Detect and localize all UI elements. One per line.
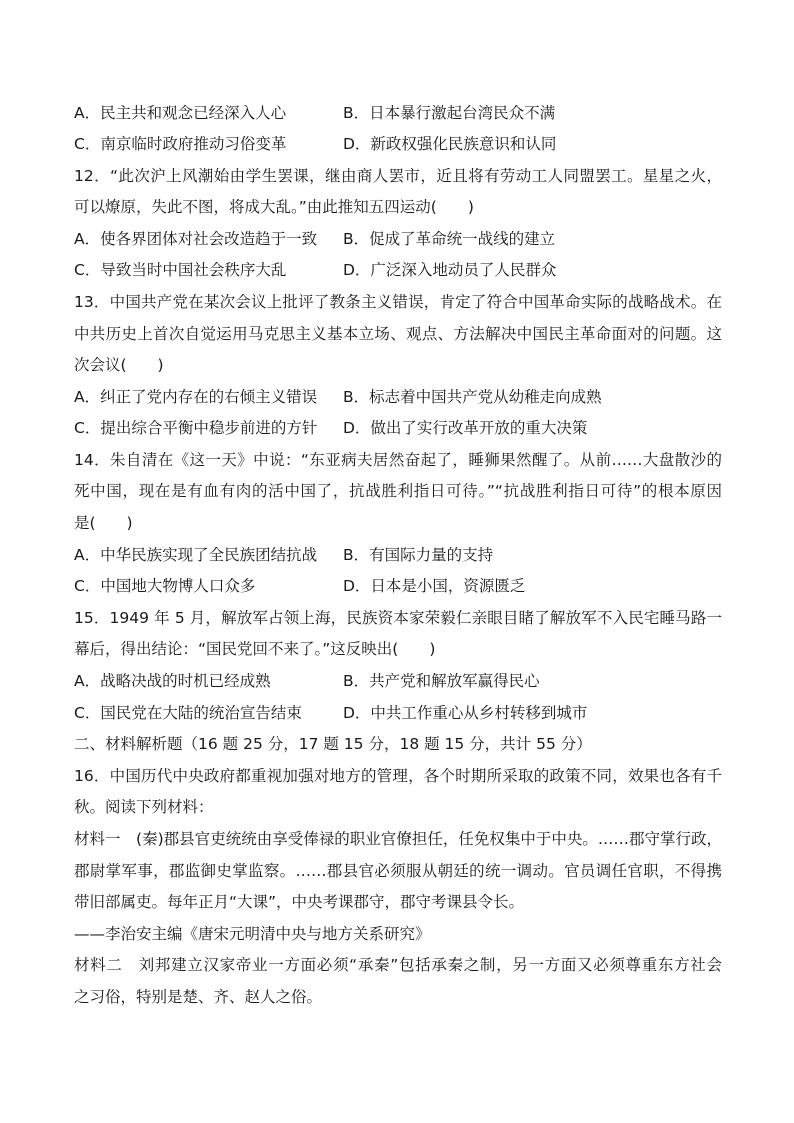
q14-option-b[interactable]: B．有国际力量的支持	[343, 546, 494, 564]
q12-option-a[interactable]: A．使各界团体对社会改造趋于一致	[74, 230, 318, 248]
material-1-line-1: 材料一 (秦)郡县官吏统统由享受俸禄的职业官僚担任，任免权集中于中央。……郡守掌行政，	[74, 830, 722, 848]
q15-option-a[interactable]: A．战略决战的时机已经成熟	[74, 672, 271, 690]
q15-option-c[interactable]: C．国民党在大陆的统治宣告结束	[74, 704, 302, 722]
q14-stem-line-3: 是( )	[74, 514, 133, 532]
material-2-line-2: 之习俗，特别是楚、齐、赵人之俗。	[74, 988, 323, 1006]
q16-stem-line-1: 16．中国历代中央政府都重视加强对地方的管理，各个时期所采取的政策不同，效果也各有千	[74, 767, 722, 785]
material-1-source: ——李治安主编《唐宋元明清中央与地方关系研究》	[74, 925, 431, 943]
material-1-line-2: 郡尉掌军事，郡监御史掌监察。……郡县官必须服从朝廷的统一调动。官员调任官职，不得携	[74, 862, 722, 880]
q11-option-b[interactable]: B．日本暴行激起台湾民众不满	[343, 104, 556, 122]
q12-stem-line-2: 可以燎原，失此不图，将成大乱。”由此推知五四运动( )	[74, 198, 474, 216]
q16-stem-line-2: 秋。阅读下列材料：	[74, 798, 214, 816]
q13-option-b[interactable]: B．标志着中国共产党从幼稚走向成熟	[343, 388, 602, 406]
section-heading: 二、材料解析题（16 题 25 分，17 题 15 分，18 题 15 分，共计 55 分）	[74, 735, 592, 753]
material-1-line-3: 带旧部属吏。每年正月“大课”，中央考课郡守，郡守考课县令长。	[74, 893, 525, 911]
q15-option-d[interactable]: D．中共工作重心从乡村转移到城市	[343, 704, 588, 722]
q15-stem-line-2: 幕后，得出结论：“国民党回不来了。”这反映出( )	[74, 640, 436, 658]
q12-option-c[interactable]: C．导致当时中国社会秩序大乱	[74, 261, 287, 279]
q14-option-a[interactable]: A．中华民族实现了全民族团结抗战	[74, 546, 318, 564]
material-2-line-1: 材料二 刘邦建立汉家帝业一方面必须“承秦”包括承秦之制，另一方面又必须尊重东方社会	[74, 956, 722, 974]
q14-stem-line-2: 死中国，现在是有血有肉的活中国了，抗战胜利指日可待。”“抗战胜利指日可待”的根本原因	[74, 482, 722, 500]
q13-stem-line-2: 中共历史上首次自觉运用马克思主义基本立场、观点、方法解决中国民主革命面对的问题。这	[74, 325, 722, 343]
q13-option-d[interactable]: D．做出了实行改革开放的重大决策	[343, 419, 588, 437]
q14-option-d[interactable]: D．日本是小国，资源匮乏	[343, 577, 526, 595]
q15-stem-line-1: 15．1949 年 5 月，解放军占领上海，民族资本家荣毅仁亲眼目睹了解放军不入民宅睡马路一	[74, 609, 722, 627]
q13-stem-line-3: 次会议( )	[74, 356, 164, 374]
q12-stem-line-1: 12．“此次沪上风潮始由学生罢课，继由商人罢市，近且将有劳动工人同盟罢工。星星之火，	[74, 167, 722, 185]
q13-option-a[interactable]: A．纠正了党内存在的右倾主义错误	[74, 388, 318, 406]
q15-option-b[interactable]: B．共产党和解放军赢得民心	[343, 672, 540, 690]
q13-stem-line-1: 13．中国共产党在某次会议上批评了教条主义错误，肯定了符合中国革命实际的战略战术。在	[74, 293, 722, 311]
q11-option-a[interactable]: A．民主共和观念已经深入人心	[74, 104, 287, 122]
q14-stem-line-1: 14．朱自清在《这一天》中说：“东亚病夫居然奋起了，睡狮果然醒了。从前……大盘散沙的	[74, 451, 722, 469]
q11-option-d[interactable]: D．新政权强化民族意识和认同	[343, 135, 557, 153]
q12-option-d[interactable]: D．广泛深入地动员了人民群众	[343, 261, 557, 279]
q12-option-b[interactable]: B．促成了革命统一战线的建立	[343, 230, 556, 248]
q13-option-c[interactable]: C．提出综合平衡中稳步前进的方针	[74, 419, 318, 437]
q11-option-c[interactable]: C．南京临时政府推动习俗变革	[74, 135, 287, 153]
q14-option-c[interactable]: C．中国地大物博人口众多	[74, 577, 256, 595]
